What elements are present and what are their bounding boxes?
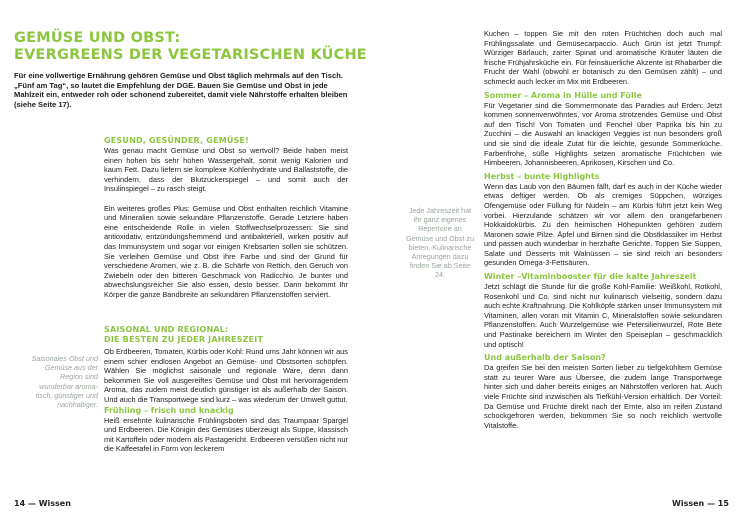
title-line-1: GEMÜSE UND OBST: [14,30,181,46]
subheading-autumn: Herbst – bunte Highlights [484,171,600,181]
paragraph-healthy-2: Ein weiteres großes Plus: Gemüse und Obst enthalten reichlich Vitamine und Mineralien sowie sekundäre Pflanzenstoffe. Gerade Letztere haben eine entscheidende Rolle in vielen Stoffwechselprozessen: Sie sind antioxidativ, entzündungshemmend und antibakteriell, wirken positiv auf das Immunsystem und sogar vor einigen Krebsarten sollen sie schützen. Sie verleihen Gemüse und Obst ihre Farbe und sind der Grund für verschiedene Aromen, wie z. B. die Schärfe von Rettich, den Geruch von Zwiebeln oder den bitteren Geschmack von Radicchio. Je bunter und abwechslungsreicher Sie also essen, desto besser. Dann bekommt Ihr Körper die ganze Bandbreite an sekundären Pflanzenstoffen serviert. [104,203,348,299]
paragraph-outside-season: Da greifen Sie bei den meisten Sorten lieber zu tiefgekühltem Gemüse statt zu teurer Ware aus Übersee, die zudem lange Transportwege hinter sich und daher bereits einiges an Nährstoffen verloren hat. Auch viele Früchte sind inzwischen als Tiefkühl-Version erhältlich. Der Vorteil: Da Gemüse und Früchte direkt nach der Ernte, also im reifen Zustand schockgefroren werden, bekommen Sie so noch reichlich wertvolle Vitalstoffe. [484,363,722,430]
subheading-summer: Sommer – Aroma in Hülle und Fülle [484,90,642,100]
lead-paragraph: Für eine vollwertige Ernährung gehören Gemüse und Obst täglich mehrmals auf den Tisch. „Fünf am Tag“, so lautet die Empfehlung der DGE. Bauen Sie Gemüse und Obst in jede Mahlzeit ein, entweder roh oder schonend zubereitet, damit viele Nährstoffe erhalten bleiben (siehe Seite 17). [14,71,348,109]
title-line-2: EVERGREENS DER VEGETARISCHEN KÜCHE [14,47,367,63]
section-heading-seasonal-2: DIE BESTEN ZU JEDER JAHRESZEIT [104,335,264,344]
subheading-outside-season: Und außerhalb der Saison? [484,353,606,363]
paragraph-summer: Für Vegetarier sind die Sommermonate das Paradies auf Erden: Jetzt kommen sonnenverwöhntes, vor Aroma strotzendes Gemüse und Obst auf den Tisch! Von Tomaten und Fenchel über Paprika bis hin zu Zucchini – die Auswahl an knackigen Veggies ist nun besonders groß und sie sind die ideale Zutat für die leichte, gesunde Sommerküche. Farbenfrohe, süße Highlights setzen aromatische Früchtchen wie Himbeeren, Johannisbeeren, Aprikosen, Kirschen und Co. [484,100,722,168]
paragraph-seasonal: Ob Erdbeeren, Tomaten, Kürbis oder Kohl: Rund ums Jahr können wir aus einem schier endlosen Angebot an Gemüse- und Obstsorten schöpfen. Wählen Sie möglichst saisonale und regionale Ware, denn dann bekommen Sie voll ausgereiftes Gemüse und Obst mit hervorragendem Aroma, das zudem meist deutlich günstiger ist als außerhalb der Saison. Und auch die Transportwege sind kurz – was wiederum der Umwelt guttut. [104,347,348,404]
right-column [484,29,722,430]
section-heading-seasonal-1: SAISONAL UND REGIONAL: [104,325,229,334]
page-title [14,30,374,64]
paragraph-healthy-1: Was genau macht Gemüse und Obst so wertvoll? Beide haben meist einen hohen bis sehr hohen Wassergehalt, somit wenig Kalorien und kaum Fett. Dazu liefern sie komplexe Kohlenhydrate und Ballaststoffe, die verhindern, dass der Blutzuckerspiegel – und somit auch der Insulinspiegel – zu rasch steigt. [104,146,348,194]
subheading-spring: Frühling – frisch und knackig [104,405,234,415]
section-healthy [104,136,348,300]
paragraph-spring: Heiß ersehnte kulinarische Frühlingsboten sind das Traumpaar Spargel und Erdbeeren. Die Königin des Gemüses überzeugt als Suppe, klassisch mit Kartoffeln oder modern als Pastagericht. Erdbeeren versüßen nicht nur die Kaffeetafel in Form von leckerem [104,415,348,454]
section-heading-healthy: GESUND, GESÜNDER, GEMÜSE! [104,136,250,145]
page-number-left: 14 — Wissen [14,499,71,508]
side-note-right: Jede Jahreszeit hat ihr ganz eigenes Repertoire an Gemüse und Obst zu bieten. Kulinarische Anregungen dazu finden Sie ab Seite 24. [406,206,474,280]
paragraph-winter: Jetzt schlägt die Stunde für die große Kohl-Familie: Weißkohl, Rotkohl, Rosenkohl und Co. sind nicht nur kulinarisch vielseitig, sondern dazu auch echte Kraftnahrung. Die Kohlköpfe stärken unser Immunsystem mit Vitaminen, allen voran mit Vitamin C, Mineralstoffen sowie sekundären Pflanzenstoffen. Auch Wurzelgemüse wie Petersilienwurzel, Rote Bete und Pastinake bereichern im Winter den Speiseplan – geschmacklich und optisch! [484,282,722,349]
paragraph-autumn: Wenn das Laub von den Bäumen fällt, darf es auch in der Küche wieder etwas deftiger werden. Ob als cremiges Süppchen, würziges Ofengemüse oder Füllung für Nudeln – am Kürbis führt jetzt kein Weg vorbei. Hierzulande schätzen wir vor allem den orangefarbenen Hokkaidokürbis. Zu den heimischen Höhepunkten gehören zudem Maronen sowie Pilze. Äpfel und Birnen sind die Obstklassiker im Herbst und passen auch wunderbar in herzhafte Gerichte. Toppen Sie Suppen, Salate und Desserts mit Walnüssen – sie sind reich an besonders gesunden Omega-3-Fettsäuren. [484,181,722,268]
subheading-winter: Winter –Vitaminbooster für die kalte Jahreszeit [484,272,697,282]
page-number-right: Wissen — 15 [672,499,729,508]
side-note-left: Saisonales Obst und Gemüse aus der Region sind wunderbar aroma-tisch, günstiger und nachhaltiger. [31,354,98,410]
section-seasonal [104,325,348,454]
paragraph-spring-continued: Kuchen – toppen Sie mit den roten Früchtchen doch auch mal Frühlingssalate und Gemüsecarpaccio. Auch Grün ist jetzt Trumpf: Würziger Bärlauch, zarter Spinat und aromatische Kräuter läuten die frische Frühjahrsküche ein. Für feinsäuerliche Akzente ist Rhabarber die Frucht der Wahl (obwohl er botanisch zu den Gemüsen zählt) – und schmeckt auch lecker im Mix mit Erdbeeren. [484,29,722,86]
